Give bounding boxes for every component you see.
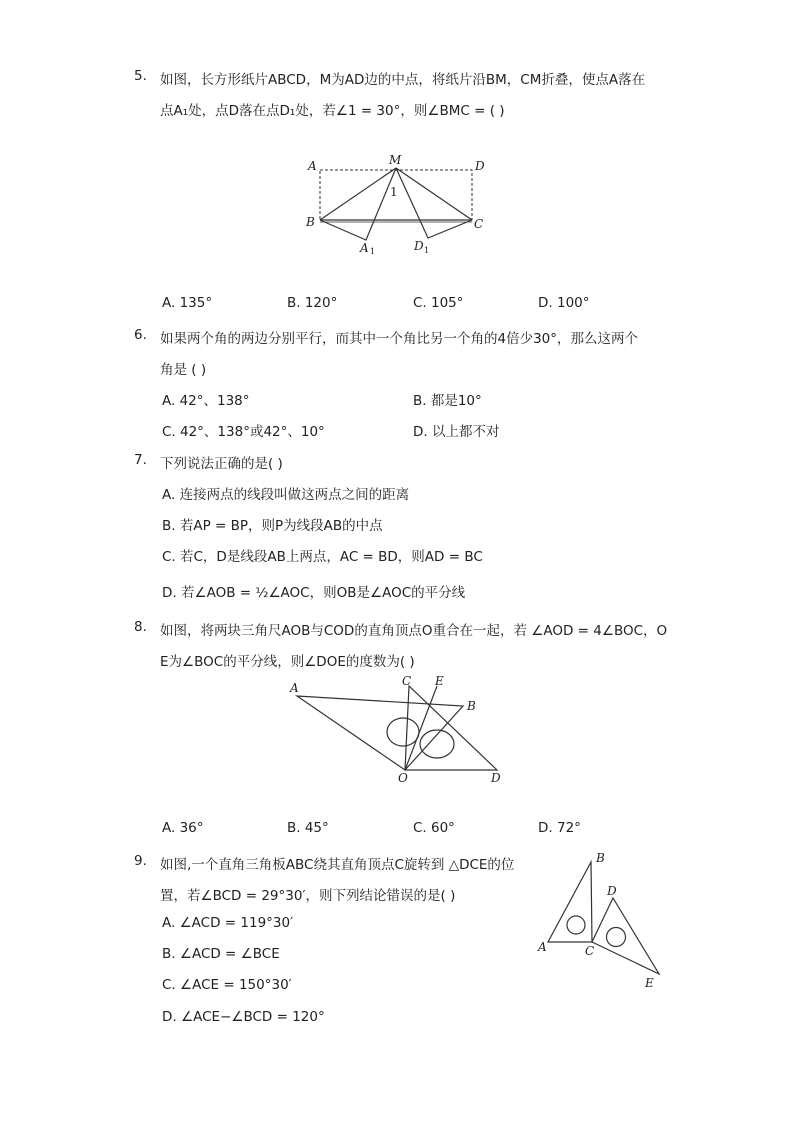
q8-hole-left xyxy=(387,718,419,746)
q5-angle-label: 1 xyxy=(390,185,398,199)
q8-option-c[interactable]: C. 60° xyxy=(413,820,455,836)
q9-option-a[interactable]: A. ∠ACD = 119°30′ xyxy=(162,915,294,931)
q8-label-c: C xyxy=(402,674,412,688)
q5-figure xyxy=(300,150,500,260)
q7-option-a[interactable]: A. 连接两点的线段叫做这两点之间的距离 xyxy=(162,487,410,503)
q9-number: 9. xyxy=(134,853,147,869)
q8-triangle-aob xyxy=(297,696,463,770)
q6-option-a[interactable]: A. 42°、138° xyxy=(162,393,250,409)
q9-label-a: A xyxy=(538,940,547,954)
q5-label-m: M xyxy=(389,153,402,167)
q7-text-line1: 下列说法正确的是( ) xyxy=(160,456,283,472)
q7-option-b[interactable]: B. 若AP = BP，则P为线段AB的中点 xyxy=(162,518,383,534)
q9-text-line2: 置，若∠BCD = 29°30′，则下列结论错误的是( ) xyxy=(160,888,456,904)
q5-option-c[interactable]: C. 105° xyxy=(413,295,464,311)
q9-option-b[interactable]: B. ∠ACD = ∠BCE xyxy=(162,946,280,962)
q5-option-b[interactable]: B. 120° xyxy=(287,295,338,311)
q8-number: 8. xyxy=(134,619,147,635)
q5-folded-a xyxy=(320,168,396,240)
q5-folded-d xyxy=(396,168,472,238)
q6-text-line2: 角是 ( ) xyxy=(160,362,207,378)
q5-label-d1: D xyxy=(414,239,424,253)
q6-option-c[interactable]: C. 42°、138°或42°、10° xyxy=(162,424,325,440)
q6-option-d[interactable]: D. 以上都不对 xyxy=(413,424,500,440)
q7-number: 7. xyxy=(134,452,147,468)
q8-option-d[interactable]: D. 72° xyxy=(538,820,581,836)
q8-label-o: O xyxy=(398,771,408,785)
q9-label-d: D xyxy=(607,884,617,898)
q9-label-b: B xyxy=(596,851,605,865)
q5-text-line1: 如图，长方形纸片ABCD，M为AD边的中点，将纸片沿BM，CM折叠，使点A落在 xyxy=(160,72,646,88)
q8-text-line2: E为∠BOC的平分线，则∠DOE的度数为( ) xyxy=(160,654,415,670)
q5-number: 5. xyxy=(134,68,147,84)
q8-label-b: B xyxy=(467,699,476,713)
q8-label-a: A xyxy=(290,681,299,695)
q9-hole-left xyxy=(567,916,585,934)
q6-number: 6. xyxy=(134,327,147,343)
q9-hole-right xyxy=(607,928,626,947)
q9-label-e: E xyxy=(645,976,654,990)
q5-label-a1-sub: 1 xyxy=(370,247,376,256)
q5-text-line2: 点A₁处，点D落在点D₁处，若∠1 = 30°，则∠BMC = ( ) xyxy=(160,103,505,119)
q5-option-a[interactable]: A. 135° xyxy=(162,295,213,311)
q5-label-c: C xyxy=(474,217,484,231)
q8-option-a[interactable]: A. 36° xyxy=(162,820,204,836)
q8-text-line1: 如图，将两块三角尺AOB与COD的直角顶点O重合在一起，若 ∠AOD = 4∠BOC，O xyxy=(160,623,668,639)
q7-option-c[interactable]: C. 若C，D是线段AB上两点，AC = BD，则AD = BC xyxy=(162,549,483,565)
q8-label-d: D xyxy=(491,771,501,785)
q8-figure xyxy=(285,672,515,787)
q5-label-a: A xyxy=(308,159,317,173)
q5-label-a1: A xyxy=(360,241,369,255)
q5-label-b: B xyxy=(306,215,315,229)
q9-option-c[interactable]: C. ∠ACE = 150°30′ xyxy=(162,977,292,993)
q9-figure xyxy=(535,850,665,990)
q5-label-d: D xyxy=(475,159,485,173)
q5-label-d1-sub: 1 xyxy=(424,246,430,255)
q9-text-line1: 如图,一个直角三角板ABC绕其直角顶点C旋转到 △DCE的位 xyxy=(160,857,515,873)
q6-text-line1: 如果两个角的两边分别平行，而其中一个角比另一个角的4倍少30°，那么这两个 xyxy=(160,331,639,347)
q8-option-b[interactable]: B. 45° xyxy=(287,820,329,836)
q9-triangle-abc xyxy=(548,862,592,942)
q7-option-d[interactable]: D. 若∠AOB = ½∠AOC，则OB是∠AOC的平分线 xyxy=(162,585,466,601)
q9-option-d[interactable]: D. ∠ACE−∠BCD = 120° xyxy=(162,1009,325,1025)
q6-option-b[interactable]: B. 都是10° xyxy=(413,393,482,409)
q5-option-d[interactable]: D. 100° xyxy=(538,295,590,311)
q9-label-c: C xyxy=(585,944,595,958)
q8-label-e: E xyxy=(435,674,444,688)
